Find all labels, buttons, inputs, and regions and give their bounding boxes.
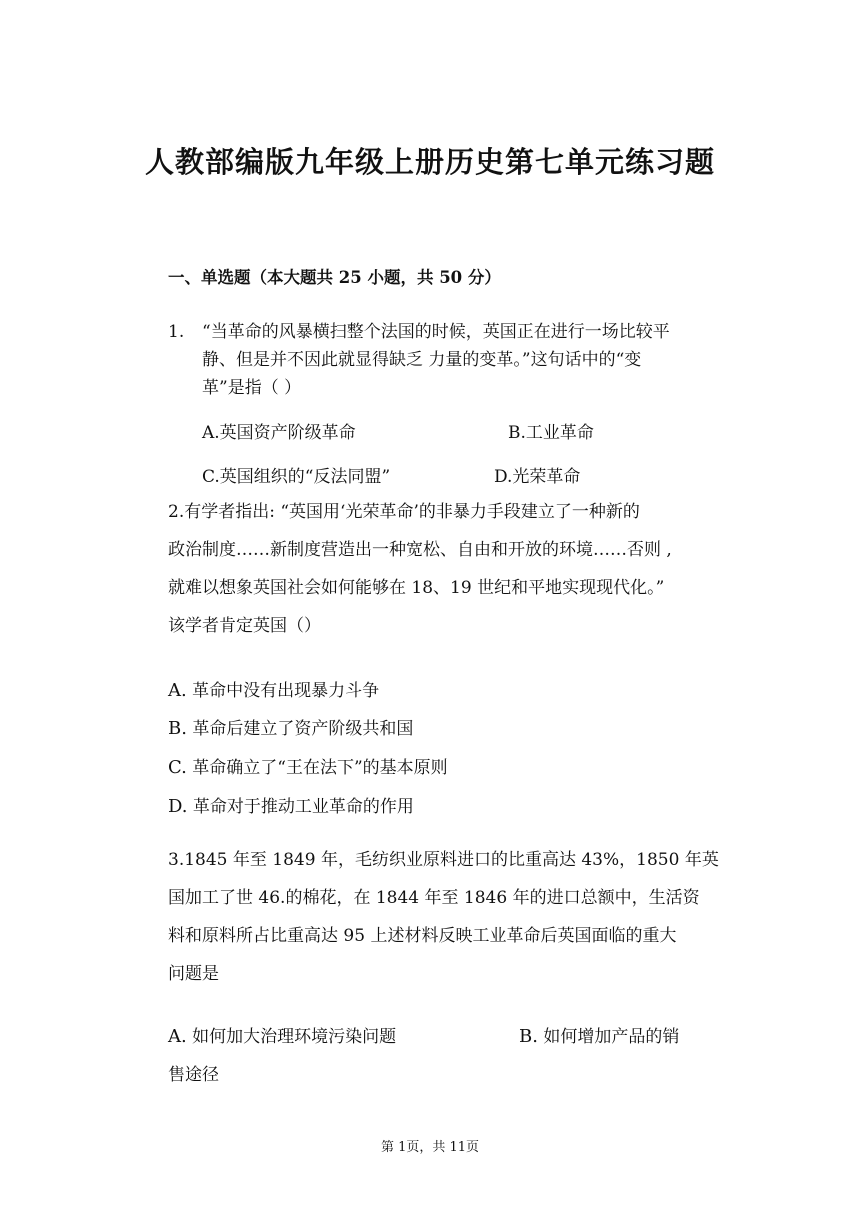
question-2-option-d [168,792,414,817]
question-2-option-c [168,753,448,778]
option-text: 如何加大治理环境污染问题 [192,1027,397,1047]
option-text: 革命后建立了资产阶级共和国 [192,719,414,739]
option-letter: A. [168,680,187,701]
option-text: 革命确立了“王在法下”的基本原则 [192,758,448,778]
question-1-option-c: C.英国组织的“反法同盟” [202,467,391,487]
question-1-line: 静、但是并不因此就显得缺乏 力量的变革。”这句话中的“变 [202,350,642,370]
question-2-option-b [168,714,413,739]
question-2-option-a [168,676,379,701]
question-1-number: 1. [168,322,185,342]
question-1-line: “当革命的风暴横扫整个法国的时候，英国正在进行一场比较平 [202,322,670,342]
document-title: 人教部编版九年级上册历史第七单元练习题 [144,145,715,179]
question-1-option-b: B.工业革命 [508,423,594,443]
question-3-line: 料和原料所占比重高达 95 上述材料反映工业革命后英国面临的重大 [168,926,677,946]
option-letter: B. [168,718,187,739]
question-2-line: 就难以想象英国社会如何能够在 18、19 世纪和平地实现现代化。” [168,578,665,598]
option-letter: C. [168,757,187,778]
question-1-option-d: D.光荣革命 [494,467,581,487]
option-text: 革命中没有出现暴力斗争 [192,681,380,701]
question-3-line: 问题是 [168,964,219,984]
question-1-option-a: A.英国资产阶级革命 [202,423,356,443]
option-text: 革命对于推动工业革命的作用 [192,797,414,817]
option-letter: A. [168,1026,187,1047]
section-heading: 一、单选题（本大题共 25 小题，共 50 分） [168,268,501,287]
question-3-option-a [168,1022,396,1047]
question-2-line: 政治制度……新制度营造出一种宽松、自由和开放的环境……否则 , [168,540,672,560]
page-footer: 第 1页，共 11页 [380,1140,480,1155]
option-text: 如何增加产品的销 [543,1027,680,1047]
question-3-line: 国加工了世 46.的棉花，在 1844 年至 1846 年的进口总额中，生活资 [168,888,700,908]
question-3-line: 3.1845 年至 1849 年，毛纺织业原料进口的比重高达 43%，1850 年英 [168,850,719,870]
option-letter: B. [519,1026,538,1047]
question-3-option-b [519,1022,679,1047]
question-2-line: 2.有学者指出: “英国用‘光荣革命’的非暴力手段建立了一种新的 [168,502,640,522]
question-1-line: 革”是指（ ） [202,378,302,398]
option-letter: D. [168,796,188,817]
question-2-line: 该学者肯定英国（） [168,616,321,636]
question-3-option-b-continued: 售途径 [168,1065,219,1085]
